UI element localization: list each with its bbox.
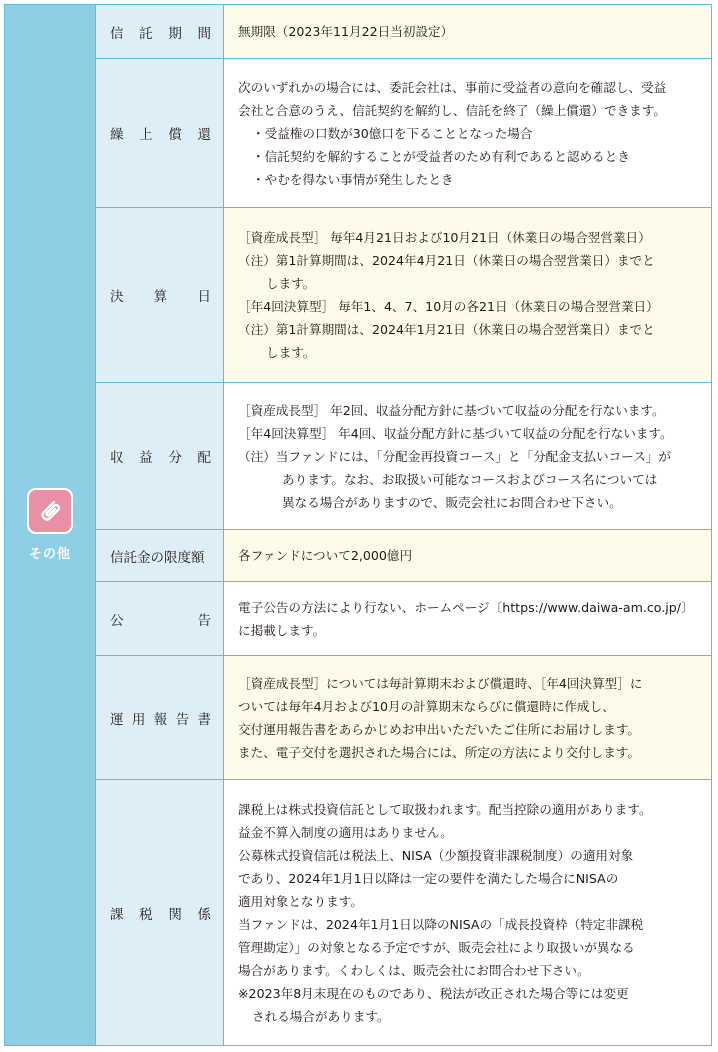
- content-line: 管理勘定）」の対象となる予定ですが、販売会社により取扱いが異なる: [238, 939, 635, 955]
- content-line: 無期限（2023年11月22日当初設定）: [238, 24, 454, 39]
- header-char: 係: [197, 906, 211, 923]
- header-char: 期: [168, 25, 182, 42]
- content-line: 場合があります。くわしくは、販売会社にお問合わせ下さい。: [238, 962, 590, 978]
- row-header: [96, 582, 224, 655]
- content-line: また、電子交付を選択された場合には、所定の方法により交付します。: [238, 744, 640, 760]
- table-row-early-redemption: [96, 59, 711, 208]
- content-line: ※2023年8月末現在のものであり、税法が改正された場合等には変更: [238, 985, 629, 1001]
- content-line: ［資産成長型］ 年2回、収益分配方針に基づいて収益の分配を行ないます。: [238, 402, 665, 418]
- content-line: ・やむを得ない事情が発生したとき: [252, 171, 454, 187]
- header-text: 信託金の限度額: [110, 549, 205, 566]
- content-line: 会社と合意のうえ、信託契約を解約し、信託を終了（繰上償還）できます。: [238, 102, 666, 118]
- content-line: 益金不算入制度の適用はありません。: [238, 824, 453, 840]
- content-line: ついては毎年4月および10月の計算期末ならびに償還時に作成し、: [238, 698, 615, 714]
- content-line: 電子公告の方法により行ない、ホームページ〔https://www.daiwa-am.co.jp/〕: [238, 599, 694, 615]
- content-line: ［資産成長型］については毎計算期末および償還時、［年4回決算型］に: [238, 675, 643, 691]
- header-char: 関: [168, 906, 182, 923]
- header-char: 書: [197, 711, 211, 728]
- content-line: 交付運用報告書をあらかじめお申出いただいたご住所にお届けします。: [238, 721, 640, 737]
- header-char: 上: [139, 127, 153, 143]
- content-line: ［資産成長型］ 毎年4月21日および10月21日（休業日の場合翌営業日）: [238, 230, 651, 245]
- row-content: [224, 656, 711, 779]
- content-line: 当ファンドは、2024年1月1日以降のNISAの「成長投資枠（特定非課税: [238, 916, 644, 932]
- content-line: される場合があります。: [252, 1008, 390, 1024]
- header-char: 分: [168, 450, 182, 466]
- header-char: 公: [110, 612, 124, 629]
- header-char: 決: [110, 289, 124, 305]
- content-line: 次のいずれかの場合には、委託会社は、事前に受益者の意向を確認し、受益: [238, 79, 667, 95]
- content-line: 公募株式投資信託は税法上、NISA（少額投資非課税制度）の適用対象: [238, 847, 634, 863]
- header-char: 間: [197, 25, 211, 42]
- row-header: [96, 383, 224, 529]
- content-line: します。: [266, 276, 316, 291]
- row-content: [224, 59, 711, 207]
- content-line: ・受益権の口数が30億口を下ることとなった場合: [252, 125, 533, 141]
- row-header: [96, 780, 224, 1045]
- content-line: ［年4回決算型］ 毎年1、4、7、10月の各21日（休業日の場合翌営業日）: [238, 299, 659, 314]
- header-char: 償: [168, 127, 182, 143]
- content-line: （注）第1計算期間は、2024年4月21日（休業日の場合翌営業日）までと: [238, 253, 655, 268]
- header-char: 運: [110, 711, 124, 728]
- row-header: [96, 5, 224, 58]
- row-header: [96, 208, 224, 382]
- content-line: ・信託契約を解約することが受益者のため有利であると認めるとき: [252, 148, 630, 164]
- header-char: 税: [139, 906, 153, 923]
- header-char: 益: [139, 450, 153, 466]
- paperclip-icon: [35, 496, 65, 526]
- row-content: [224, 5, 711, 58]
- info-table: [96, 5, 711, 1045]
- row-content: [224, 208, 711, 382]
- header-char: 信: [110, 25, 124, 42]
- content-line: あります。なお、お取扱い可能なコースおよびコース名については: [282, 471, 658, 487]
- header-char: 算: [153, 289, 168, 305]
- content-line: であり、2024年1月1日以降は一定の要件を満たした場合にNISAの: [238, 870, 619, 886]
- content-line: 各ファンドについて2,000億円: [238, 548, 413, 563]
- content-line: 課税上は株式投資信託として取扱われます。配当控除の適用があります。: [238, 801, 652, 817]
- header-char: 課: [110, 906, 124, 923]
- row-content: [224, 780, 711, 1045]
- header-char: 還: [197, 127, 211, 143]
- content-line: 適用対象となります。: [238, 893, 363, 909]
- paperclip-badge: [27, 488, 73, 534]
- content-line: に掲載します。: [238, 622, 326, 638]
- header-char: 告: [197, 612, 211, 629]
- row-content: [224, 530, 711, 581]
- table-row-public-notice: [96, 582, 711, 656]
- header-char: 配: [197, 450, 211, 466]
- table-row-taxation: [96, 780, 711, 1045]
- header-char: 収: [110, 450, 124, 466]
- table-row-settlement-date: [96, 208, 711, 383]
- row-header: [96, 59, 224, 207]
- header-char: 繰: [110, 127, 124, 143]
- header-char: 日: [197, 289, 211, 305]
- content-line: （注）当ファンドには、「分配金再投資コース」と「分配金支払いコース」が: [238, 448, 671, 464]
- header-char: 用: [131, 711, 146, 728]
- row-header: [96, 656, 224, 779]
- content-line: 異なる場合がありますので、販売会社にお問合わせ下さい。: [282, 494, 622, 510]
- header-char: 告: [175, 711, 190, 728]
- row-header: [96, 530, 224, 581]
- sidebar: [5, 5, 96, 1045]
- sidebar-label: その他: [28, 547, 71, 562]
- fund-info-table-frame: [4, 4, 712, 1046]
- table-row-trust-period: [96, 5, 711, 59]
- header-char: 託: [139, 25, 153, 42]
- row-content: [224, 383, 711, 529]
- table-row-management-report: [96, 656, 711, 780]
- content-line: します。: [266, 345, 316, 360]
- header-char: 報: [153, 711, 168, 728]
- content-line: （注）第1計算期間は、2024年1月21日（休業日の場合翌営業日）までと: [238, 322, 655, 337]
- table-row-distribution: [96, 383, 711, 530]
- row-content: [224, 582, 711, 655]
- table-row-trust-limit: [96, 530, 711, 582]
- content-line: ［年4回決算型］ 年4回、収益分配方針に基づいて収益の分配を行ないます。: [238, 425, 673, 441]
